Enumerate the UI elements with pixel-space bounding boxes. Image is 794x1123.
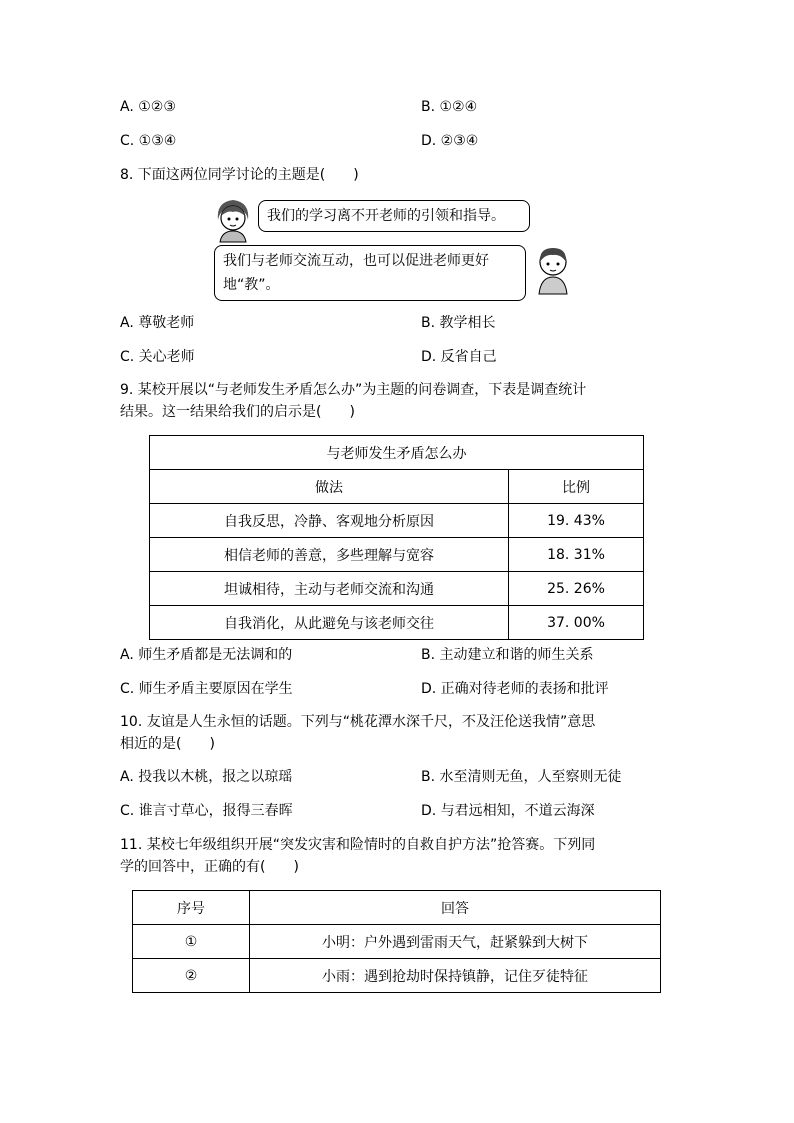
q9-option-c: C. 师生矛盾主要原因在学生 [120, 681, 293, 697]
speech-bubble-boy [214, 245, 526, 301]
q9-row-ratio: 25. 26% [509, 572, 644, 606]
table-row [133, 925, 661, 959]
q8-option-a: A. 尊敬老师 [120, 315, 195, 331]
boy-avatar-icon [533, 244, 573, 296]
table-row [150, 572, 644, 606]
q11-stem-line1: 11. 某校七年级组织开展“突发灾害和险情时的自救自护方法”抢答赛。下列同 [120, 837, 596, 853]
q9-row-ratio: 19. 43% [509, 504, 644, 538]
q9-row-method: 自我消化，从此避免与该老师交往 [150, 606, 509, 640]
bubble-girl-text: 我们的学习离不开老师的引领和指导。 [267, 208, 505, 224]
q11-row-answer: 小雨：遇到抢劫时保持镇静，记住歹徒特征 [250, 959, 661, 993]
q9-row-method: 相信老师的善意，多些理解与宽容 [150, 538, 509, 572]
table-row [150, 504, 644, 538]
q7-option-c: C. ①③④ [120, 133, 177, 149]
q8-option-d: D. 反省自己 [421, 349, 497, 365]
q11-row-no: ① [133, 925, 250, 959]
q10-option-b: B. 水至清则无鱼，人至察则无徒 [421, 769, 622, 785]
q9-option-a: A. 师生矛盾都是无法调和的 [120, 647, 293, 663]
q9-col-method: 做法 [150, 470, 509, 504]
q9-col-ratio: 比例 [509, 470, 644, 504]
q9-table-title: 与老师发生矛盾怎么办 [150, 436, 644, 470]
q10-option-d: D. 与君远相知，不道云海深 [421, 803, 595, 819]
q11-answer-table [132, 890, 661, 993]
q7-option-b: B. ①②④ [421, 99, 478, 115]
q8-stem: 8. 下面这两位同学讨论的主题是( ) [120, 167, 359, 183]
q9-row-ratio: 37. 00% [509, 606, 644, 640]
table-row [150, 606, 644, 640]
q11-col-answer: 回答 [250, 891, 661, 925]
q10-option-c: C. 谁言寸草心，报得三春晖 [120, 803, 293, 819]
q11-row-answer: 小明：户外遇到雷雨天气，赶紧躲到大树下 [250, 925, 661, 959]
q10-stem-line2: 相近的是( ) [120, 736, 215, 752]
q9-row-method: 自我反思，冷静、客观地分析原因 [150, 504, 509, 538]
table-row [150, 538, 644, 572]
q11-col-no: 序号 [133, 891, 250, 925]
bubble-boy-text-line2: 地“教”。 [223, 277, 280, 293]
q8-option-c: C. 关心老师 [120, 349, 195, 365]
q7-option-a: A. ①②③ [120, 99, 176, 115]
q9-stem-line1: 9. 某校开展以“与老师发生矛盾怎么办”为主题的问卷调查，下表是调查统计 [120, 382, 587, 398]
bubble-boy-text-line1: 我们与老师交流互动，也可以促进老师更好 [223, 253, 489, 269]
q11-row-no: ② [133, 959, 250, 993]
q9-row-method: 坦诚相待，主动与老师交流和沟通 [150, 572, 509, 606]
q9-survey-table [149, 435, 644, 640]
q8-option-b: B. 教学相长 [421, 315, 496, 331]
q10-stem-line1: 10. 友谊是人生永恒的话题。下列与“桃花潭水深千尺，不及汪伦送我情”意思 [120, 714, 596, 730]
q9-option-b: B. 主动建立和谐的师生关系 [421, 647, 594, 663]
girl-avatar-icon [212, 196, 254, 244]
table-row [133, 959, 661, 993]
q10-option-a: A. 投我以木桃，报之以琼瑶 [120, 769, 293, 785]
speech-bubble-girl [258, 200, 530, 232]
q9-row-ratio: 18. 31% [509, 538, 644, 572]
q9-option-d: D. 正确对待老师的表扬和批评 [421, 681, 609, 697]
q11-stem-line2: 学的回答中，正确的有( ) [120, 859, 299, 875]
q7-option-d: D. ②③④ [421, 133, 479, 149]
q9-stem-line2: 结果。这一结果给我们的启示是( ) [120, 404, 355, 420]
